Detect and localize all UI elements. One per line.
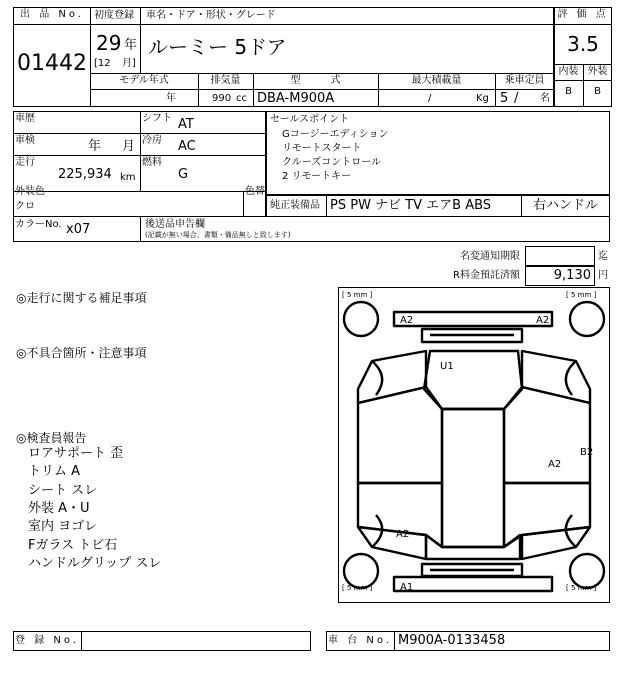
car-condition-diagram: [338, 287, 610, 603]
color-change-label: 色替: [245, 186, 265, 197]
car-name: ルーミー 5ドア: [148, 35, 287, 59]
inspector-item: 室内 ヨゴレ: [28, 519, 98, 534]
post-doc-label: 後送品申告欄: [145, 219, 205, 230]
inspector-item: ロアサポート 歪: [28, 446, 124, 461]
fuel-value: G: [178, 167, 189, 182]
inspection-label: 車検: [15, 135, 35, 146]
chassis-label: 車 台 No.: [328, 635, 392, 646]
color-no-box: [13, 216, 610, 242]
shift-label: シフト: [142, 113, 172, 124]
sales-points-label: セールスポイント: [270, 114, 350, 125]
name-change-unit: 迄: [598, 251, 608, 262]
displacement-value: 990: [212, 93, 232, 104]
interior-grade: B: [565, 86, 572, 97]
model-header: 型 式: [290, 75, 341, 86]
tire-label: [ 5 mm ]: [342, 584, 373, 592]
mileage-label: 走行: [15, 157, 35, 168]
fuel-label: 燃料: [142, 157, 162, 168]
exterior-label: 外装: [587, 66, 608, 77]
sales-point-3: クルーズコントロール: [282, 157, 381, 168]
capacity-unit: 名: [540, 93, 550, 104]
model-year-unit: 年: [166, 93, 176, 104]
color-label: 外装色: [15, 186, 45, 197]
tire-label: [ 5 mm ]: [566, 584, 597, 592]
post-doc-note: (記載が無い場合、書類・備品無しと致します): [145, 231, 291, 239]
reg-no-label: 登 録 No.: [15, 635, 79, 646]
recycle-label: R料金預託済額: [453, 270, 520, 281]
recycle-value: 9,130: [553, 268, 591, 283]
damage-mark: A1: [400, 582, 414, 593]
displacement-unit: cc: [236, 93, 247, 104]
damage-mark: A2: [400, 315, 414, 326]
tire-label: [ 5 mm ]: [566, 291, 597, 299]
interior-label: 内装: [558, 66, 579, 77]
color-no-value: x07: [66, 222, 91, 237]
damage-mark: B2: [580, 447, 594, 458]
inspection-year-unit: 年: [88, 139, 102, 154]
recycle-unit: 円: [598, 270, 608, 281]
shift-value: AT: [178, 117, 194, 132]
model-value: DBA-M900A: [257, 91, 335, 106]
model-year-header: モデル年式: [119, 75, 169, 86]
history-label: 車歴: [15, 113, 35, 124]
sales-point-1: Gコージーエディション: [282, 129, 389, 140]
first-reg-month: [12: [94, 58, 111, 69]
equipment-value: PS PW ナビ TV エアB ABS: [330, 198, 492, 213]
ac-label: 冷房: [142, 135, 162, 146]
max-load-unit: Kg: [476, 93, 489, 104]
chassis-number: M900A-0133458: [398, 633, 506, 648]
exterior-grade: B: [594, 86, 601, 97]
color-no-label: カラーNo.: [15, 219, 62, 230]
sales-point-4: 2 リモートキー: [282, 171, 352, 182]
driving-notes-label: ◎走行に関する補足事項: [16, 291, 147, 305]
lot-number: 01442: [17, 51, 87, 76]
sales-point-2: リモートスタート: [282, 143, 362, 154]
inspector-item: ハンドルグリップ スレ: [28, 556, 162, 571]
capacity-value: 5: [500, 91, 509, 106]
car-name-label: 車名・ドア・形状・グレード: [146, 10, 276, 21]
first-reg-label: 初度登録: [94, 10, 134, 21]
damage-mark: A2: [536, 315, 550, 326]
first-reg-year: 29: [96, 31, 122, 55]
score-label: 評 価 点: [557, 9, 609, 20]
score-value: 3.5: [567, 32, 599, 56]
capacity-sep: /: [514, 91, 519, 106]
inspector-item: トリム A: [28, 464, 81, 479]
damage-mark: A2: [396, 529, 410, 540]
month-unit: 月]: [122, 58, 136, 69]
equipment-label: 純正装備品: [270, 200, 320, 211]
damage-mark: A2: [548, 459, 562, 470]
max-load-value: /: [428, 93, 432, 104]
handle-value: 右ハンドル: [532, 198, 598, 213]
color-value: クロ: [15, 201, 35, 212]
inspection-month-unit: 月: [122, 139, 136, 154]
name-change-box: [525, 246, 595, 266]
name-change-label: 名変通知期限: [460, 251, 520, 262]
inspector-item: シート スレ: [28, 483, 98, 498]
year-unit: 年: [124, 38, 138, 53]
defects-label: ◎不具合箇所・注意事項: [16, 346, 147, 360]
max-load-header: 最大積載量: [411, 75, 462, 86]
ac-value: AC: [178, 139, 196, 154]
inspector-item: Fガラス トビ石: [28, 538, 118, 553]
inspector-item: 外装 A・U: [28, 501, 90, 516]
mileage-unit: km: [120, 172, 136, 183]
inspector-label: ◎検査員報告: [16, 431, 87, 445]
lot-label: 出 品 No.: [20, 9, 84, 20]
capacity-header: 乗車定員: [504, 75, 545, 86]
tire-label: [ 5 mm ]: [342, 291, 373, 299]
displacement-header: 排気量: [210, 75, 241, 86]
mileage-value: 225,934: [58, 167, 112, 182]
damage-mark: U1: [440, 361, 454, 372]
